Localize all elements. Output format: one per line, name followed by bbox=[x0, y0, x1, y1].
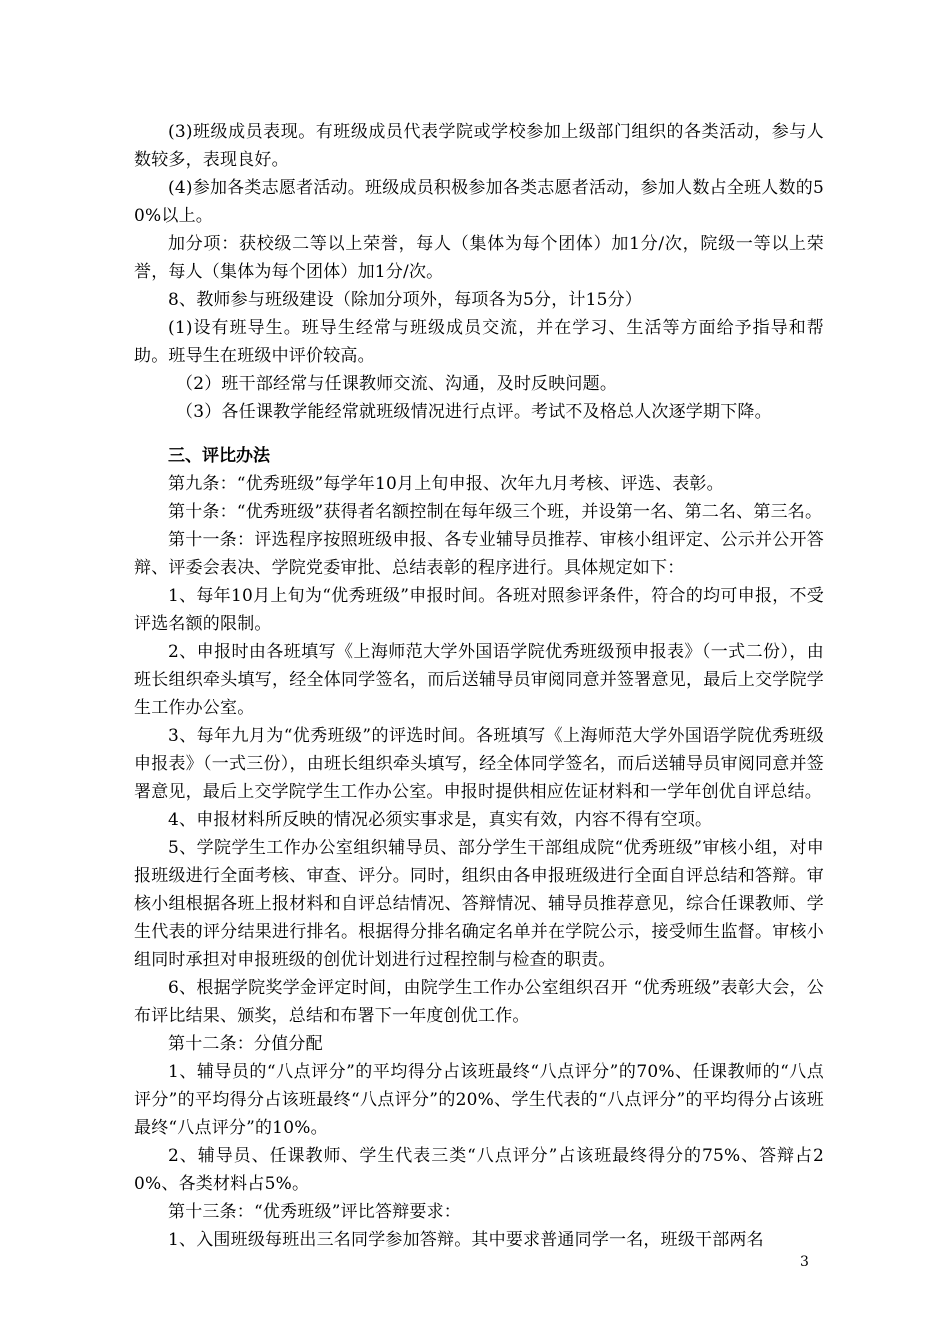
paragraph-article-11-item-5: 5、学院学生工作办公室组织辅导员、部分学生干部组成院“优秀班级”审核小组，对申报班级进行全面考核、审查、评分。同时，组织由各申报班级进行全面自评总结和答辩。审核小组根据各班上报材料和自评总结情况、答辩情况、辅导员推荐意见，综合任课教师、学生代表的评分结果进行排名。根据得分排名确定名单并在学院公示，接受师生监督。审核小组同时承担对申报班级的创优计划进行过程控制与检查的职责。 bbox=[134, 838, 824, 970]
paragraph-article-9: 第九条：“优秀班级”每学年10月上旬申报、次年九月考核、评选、表彰。 bbox=[168, 474, 724, 494]
paragraph-article-11-item-4: 4、申报材料所反映的情况必须实事求是，真实有效，内容不得有空项。 bbox=[168, 810, 713, 830]
paragraph-article-12: 第十二条：分值分配 bbox=[168, 1034, 323, 1054]
paragraph-volunteer-activities: (4)参加各类志愿者活动。班级成员积极参加各类志愿者活动，参加人数占全班人数的50%以上。 bbox=[134, 178, 824, 226]
paragraph-article-11-item-1: 1、每年10月上旬为“优秀班级”申报时间。各班对照参评条件，符合的均可申报，不受评选名额的限制。 bbox=[134, 586, 824, 634]
paragraph-article-10: 第十条：“优秀班级”获得者名额控制在每年级三个班，并设第一名、第二名、第三名。 bbox=[168, 502, 823, 522]
paragraph-article-12-item-2: 2、辅导员、任课教师、学生代表三类“八点评分”占该班最终得分的75%、答辩占20%、各类材料占5%。 bbox=[134, 1146, 824, 1194]
paragraph-article-12-item-1: 1、辅导员的“八点评分”的平均得分占该班最终“八点评分”的70%、任课教师的“八点评分”的平均得分占该班最终“八点评分”的20%、学生代表的“八点评分”的平均得分占该班最终“八点评分”的10%。 bbox=[134, 1062, 824, 1138]
paragraph-class-mentor: (1)设有班导生。班导生经常与班级成员交流，并在学习、生活等方面给予指导和帮助。班导生在班级中评价较高。 bbox=[134, 318, 824, 366]
page-number: 3 bbox=[800, 1254, 809, 1270]
paragraph-article-11-item-3: 3、每年九月为“优秀班级”的评选时间。各班填写《上海师范大学外国语学院优秀班级申报表》（一式三份），由班长组织牵头填写，经全体同学签名，而后送辅导员审阅同意并签署意见，最后上交学院学生工作办公室。申报时提供相应佐证材料和一学年创优自评总结。 bbox=[134, 726, 824, 802]
paragraph-article-13: 第十三条：“优秀班级”评比答辩要求： bbox=[168, 1202, 461, 1222]
paragraph-teacher-participation: 8、教师参与班级建设（除加分项外，每项各为5分，计15分） bbox=[168, 290, 643, 310]
paragraph-member-performance: (3)班级成员表现。有班级成员代表学院或学校参加上级部门组织的各类活动，参与人数较多，表现良好。 bbox=[134, 122, 824, 170]
paragraph-article-11: 第十一条：评选程序按照班级申报、各专业辅导员推荐、审核小组评定、公示并公开答辩、评委会表决、学院党委审批、总结表彰的程序进行。具体规定如下： bbox=[134, 530, 824, 578]
paragraph-article-11-item-2: 2、申报时由各班填写《上海师范大学外国语学院优秀班级预申报表》（一式二份），由班长组织牵头填写，经全体同学签名，而后送辅导员审阅同意并签署意见，最后上交学院学生工作办公室。 bbox=[134, 642, 824, 718]
paragraph-teacher-review: （3）各任课教学能经常就班级情况进行点评。考试不及格总人次逐学期下降。 bbox=[176, 402, 772, 422]
paragraph-article-11-item-6: 6、根据学院奖学金评定时间，由院学生工作办公室组织召开 “优秀班级”表彰大会，公布评比结果、颁奖，总结和布署下一年度创优工作。 bbox=[134, 978, 824, 1026]
paragraph-article-13-item-1: 1、入围班级每班出三名同学参加答辩。其中要求普通同学一名，班级干部两名 bbox=[168, 1230, 764, 1250]
section-heading-evaluation-method: 三、评比办法 bbox=[168, 446, 270, 466]
paragraph-bonus-items: 加分项：获校级二等以上荣誉，每人（集体为每个团体）加1分/次，院级一等以上荣誉，每人（集体为每个团体）加1分/次。 bbox=[134, 234, 824, 282]
paragraph-cadre-communication: （2）班干部经常与任课教师交流、沟通，及时反映问题。 bbox=[176, 374, 618, 394]
document-page bbox=[134, 118, 824, 1254]
